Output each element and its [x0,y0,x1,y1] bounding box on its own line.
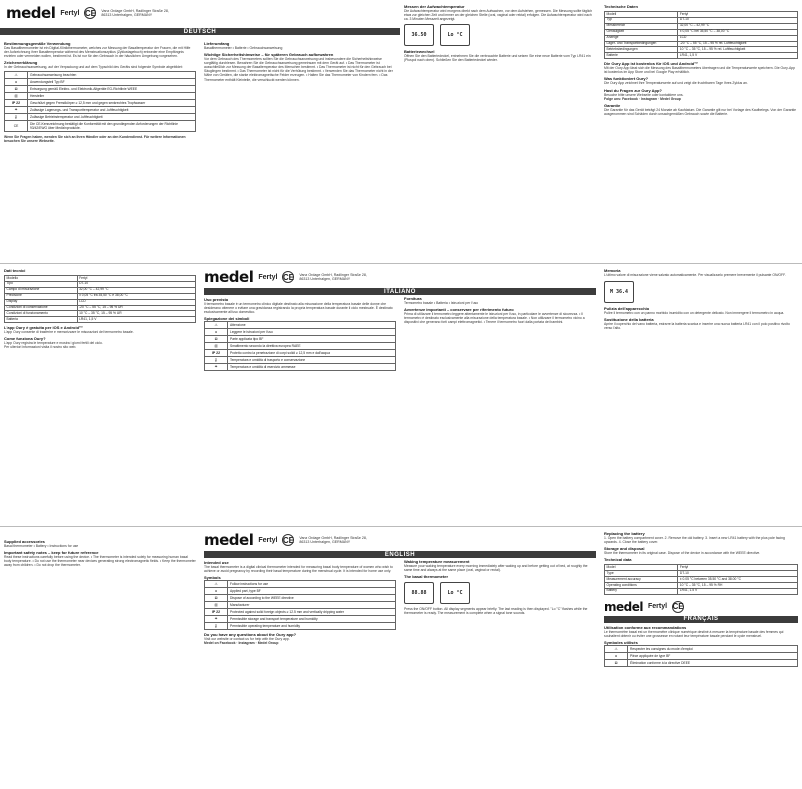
en-thermo-text: Press the ON/OFF button. All display segments appear briefly. The last reading is then displayed. "Lo °C" flashes while the thermometer is ready. The measurement is complete when a signal tone sounds. [404,607,588,616]
symbol-description: Protetto contro la penetrazione di corpi solidi ≥ 12,5 mm e dall'acqua [228,350,396,357]
ce-mark-icon: CE [282,535,294,545]
symbol-row [5,72,196,79]
fr-symbol-table [604,645,798,667]
symbol-row [5,114,196,121]
symbol-row [205,623,396,630]
it-delivery-title: Fornitura [404,296,422,301]
symbol-icon: IP 22 [5,100,28,107]
en-storage-title: Storage and disposal [604,546,645,552]
spec-row [605,53,798,59]
it-column-1 [0,264,200,526]
spec-value: -20 °C – 55 °C, 15 – 95 % UR [77,305,195,311]
it-faq-text: L'app Oury registra le temperature e mostra i giorni fertili del ciclo. [4,341,103,346]
brand-logo: medel [604,599,643,614]
it-battery-text: Aprire il coperchio del vano batteria, estrarre la batteria scarica e inserire una nuova batteria LR41 con il polo positivo rivolto verso l'alto. [604,322,790,331]
symbol-row [205,588,396,595]
symbol-row [205,609,396,616]
symbol-description: Gebrauchsanweisung beachten [28,72,196,79]
spec-value: ± 0,05 °C tra 35,50 °C e 38,00 °C [77,293,195,299]
symbol-row [205,329,396,336]
symbol-description: Élimination conforme à la directive DEEE [628,660,798,667]
symbol-row [5,93,196,100]
symbol-icon: 🌡 [5,114,28,121]
spec-value: ± 0,05 °C bei 35,50 °C – 38,00 °C [678,29,798,35]
header-italian [204,266,396,288]
it-clean-text: Pulire il termometro con un panno morbido inumidito con un detergente delicato. Non immergere il termometro in acqua. [604,311,785,316]
thermometer-display-icon: Lo °C [440,582,470,604]
symbol-description: Anwendungsteil Typ BF [28,79,196,86]
spec-value: Fertyl [77,276,195,282]
en-thermo-title: The basal thermometer [404,574,449,580]
de-spec-table [604,11,798,59]
en-warn-text: Read these instructions carefully before using the device. • The thermometer is intended solely for measuring human basal body temperature. • Do not use the thermometer near devices generating strong electromagnetic fields. • Keep the thermometer away from children. • Do not drop the thermometer. [4,555,196,568]
en-social-links: Medel on Facebook · Instagram · Medel Group [204,641,279,646]
symbol-icon: ☂ [5,107,28,114]
it-spec-title: Dati tecnici [4,268,26,273]
spec-label: Messbereich [605,23,678,29]
en-intended-text: The basal thermometer is a digital clinical thermometer intended for measuring basal body temperature of women who wish to achieve or avoid pregnancy by recording their basal temperature during the menstrual cycle. It is intended for home use only. [204,565,393,574]
symbol-description: Parte applicata tipo BF [228,336,396,343]
de-column-3 [400,0,600,262]
spec-label: Tipo [5,281,78,287]
spec-value: ± 0.05 °C between 35.50 °C and 38.00 °C [678,577,798,583]
symbol-row [205,364,396,371]
manufacturer-address: Vanz Ordage GmbH, Radlinger Straße 28, 86313 Unterhalgen, GERMANY [101,9,169,17]
symbol-icon: ⚠ [205,581,228,588]
symbol-description: Attenzione [228,322,396,329]
spec-label: Anzeige [605,35,678,41]
spec-value: Fertyl [678,12,798,18]
symbol-row [605,646,798,653]
manufacturer-address: Vanz Ordage GmbH, Radlinger Straße 28, 86313 Unterhalgen, GERMANY [299,536,367,544]
spec-value: LCD [678,35,798,41]
symbol-row [605,660,798,667]
spec-row [5,317,196,323]
en-battery-text: 1. Open the battery compartment cover. 2. Remove the old battery. 3. Insert a new LR41 battery with the plus pole facing upwards. 4. Close the battery cover. [604,536,785,545]
it-clean-title: Pulizia dell'apparecchio [604,306,650,312]
it-column-3 [400,264,600,526]
de-title-intended-use: Bestimmungsgemäße Verwendung [4,41,71,46]
spec-value: -20 °C – 55 °C, 15 – 95 % rel. Luftfeuchtigkeit [678,41,798,47]
symbol-icon: ⊠ [205,336,228,343]
symbol-description: Applied part, type BF [228,588,396,595]
de-measure-title: Messen der Aufwachtemperatur [404,4,465,9]
de-delivery-text: Basalthermometer • Batterie • Gebrauchsanweisung [204,46,283,50]
de-app-title: Die Oury App ist kostenlos für iOS und Android™ [604,61,699,67]
symbol-icon: ☂ [205,616,228,623]
symbol-description: Entsorgung gemäß Elektro- und Elektronik-Altgeräte EG-Richtlinie WEEE [28,86,196,93]
symbol-row [5,121,196,132]
spec-label: Display [5,299,78,305]
header-french [604,598,798,616]
symbol-icon: ⧈ [605,653,628,660]
symbol-icon: ⚠ [5,72,28,79]
symbol-row [205,336,396,343]
symbol-row [5,79,196,86]
spec-value: DT-10 [678,571,798,577]
symbol-row [205,322,396,329]
it-intended-text: Il termometro basale è un termometro clinico digitale destinato alla misurazione della temperatura basale delle donne che desiderano ottenere o evitare una gravidanza registrando la propria temperatura basale durante il ciclo mestruale. È destinato esclusivamente all'uso domestico. [204,302,393,315]
en-measure-title: Waking temperature measurement [404,559,470,564]
symbol-icon: IP 22 [205,609,228,616]
spec-value: 10 °C – 35 °C, 15 – 95 % rel. Luftfeuchtigkeit [678,47,798,53]
sheet-row-italian [0,263,802,526]
symbol-icon: ⧈ [205,329,228,336]
en-delivery-title: Supplied accessories [4,539,45,544]
spec-value: DT-10 [77,281,195,287]
thermometer-display-icon: M 36.4 [604,281,634,303]
it-app-title: L'app Oury è gratuita per iOS e Android™ [4,325,84,331]
brand-logo: medel [6,4,56,22]
symbol-description: Hersteller [28,93,196,100]
en-sym-title: Symbols [204,575,221,581]
spec-label: Operating conditions [605,583,678,589]
symbol-row [205,616,396,623]
symbol-icon: ▥ [205,343,228,350]
en-symbol-table [204,580,396,630]
symbol-icon: ⊠ [605,660,628,667]
it-warn-title: Avvertenze importanti – conservare per riferimento futuro [404,307,514,313]
thermometer-display-icon: 36.50 [404,24,434,46]
en-measure-text: Measure your waking temperature every morning immediately after waking up and before getting out of bed, at roughly the same time and always at the same place (oral, vaginal or rectal). [404,564,588,573]
it-faq-title: Come funziona Oury? [4,336,46,342]
en-battery-title: Replacing the battery [604,531,645,536]
symbol-description: Permissible storage and transport temperature and humidity [228,616,396,623]
symbol-description: Temperatura e umidità di trasporto e conservazione [228,357,396,364]
symbol-icon: ⊠ [205,595,228,602]
ce-mark-icon: CE [282,272,294,282]
de-help-text: Besuche bitte unsere Webseite oder kontaktiere uns. [604,92,684,97]
symbol-icon: ⚠ [205,322,228,329]
en-column-2 [200,527,416,789]
symbol-row [5,86,196,93]
symbol-icon: IP 22 [205,350,228,357]
spec-label: Model [605,565,678,571]
symbol-description: Geschützt gegen Fremdkörper ≥ 12,5 mm und gegen senkrechtes Tropfwasser [28,100,196,107]
symbol-icon: ▥ [205,602,228,609]
symbol-description: Protected against solid foreign objects ≥ 12.5 mm and vertically dripping water [228,609,396,616]
language-bar-it: ITALIANO [204,288,596,295]
spec-label: Measurement accuracy [605,577,678,583]
de-column-1 [0,37,200,262]
symbol-description: Pièce appliquée de type BF [628,653,798,660]
spec-value: DT-10 [678,17,798,23]
symbol-icon: CE [5,121,28,132]
sheet-row-german [0,0,802,262]
de-social-links: Folge uns: Facebook · Instagram · Medel Group [604,96,681,101]
fr-intended-title: Utilisation conforme aux recommandations [604,624,687,630]
symbol-row [5,107,196,114]
symbol-description: Manufacturer [228,602,396,609]
spec-value: 10 °C – 35 °C, 15 – 95 % UR [77,311,195,317]
it-memory-title: Memoria [604,268,621,273]
spec-label: Condizioni di funzionamento [5,311,78,317]
de-intended-use-text: Das Basalthermometer ist ein Digital-Klinikthermometer, welches zur Messung der Basaltemperatur der Frauen, die mit Hilfe der Aufzeichnung ihrer Basaltemperatur während des Menstruationszyklus (Zyklustagebuch) entweder eine Empfängnis erzielen oder vermeiden wollen, bestimmt ist. Es ist nur für den Gebrauch in der häuslichen Umgebung vorgesehen. [4,46,191,59]
de-help-title: Hast du Fragen zur Oury App? [604,87,662,93]
model-name: Fertyl [647,603,668,611]
en-app-title: Do you have any questions about the Oury app? [204,632,297,638]
header-english [204,529,396,551]
en-spec-title: Technical data [604,557,632,563]
spec-label: Precisione [5,293,78,299]
de-gloss-text: In der Gebrauchsanweisung, auf der Verpackung und auf dem Typschild des Geräts sind folgende Symbole abgebildet: [4,65,183,70]
it-memory-text: L'ultimo valore di misurazione viene salvato automaticamente. Per visualizzarlo premere brevemente il pulsante ON/OFF. [604,273,786,277]
de-warn-text: Vor dem Gebrauch des Thermometers sollten Sie die Gebrauchsanweisung und insbesondere die Sicherheitshinweise sorgfältig durchlesen. Bewahren Sie die Gebrauchsanweisung gemeinsam mit dem Gerät auf. • Das Thermometer ist ausschließlich zur Messung der Basaltemperatur des Menschen bestimmt. • Das Thermometer ist nicht für den Gebrauch bei Säuglingen bestimmt. • Das Thermometer ist nicht für die Verhütung bestimmt. • Verwenden Sie das Thermometer nicht in der Nähe von Geräten, die starke elektromagnetische Felder erzeugen. • Halten Sie das Thermometer von Kindern fern. • Das Thermometer enthält Kleinteile, die verschluckt werden können. [204,57,393,82]
de-measure-text: Die Aufwachtemperatur wird morgens direkt nach dem Aufwachen, vor dem Aufstehen, gemessen. Die Messung sollte täglich etwa zur gleichen Zeit und immer an der gleichen Stelle (oral, vaginal oder rektal) erfolgen. Die Aufwachtemperatur wird nach ca. 3 Minuten Messzeit angezeigt. [404,9,593,22]
symbol-description: Leggere le istruzioni per l'uso [228,329,396,336]
symbol-description: Zulässige Lagerungs- und Transporttemperatur und -luftfeuchtigkeit [28,107,196,114]
language-bar-en: ENGLISH [204,551,596,558]
symbol-icon: ☂ [205,364,228,371]
de-column-2 [200,37,400,262]
de-closing-text: Wenn Sie Fragen haben, wenden Sie sich an Ihren Händler oder an den Kundendienst. Für weitere Informationen besuchen Sie unsere Webseite. [4,135,186,144]
spec-value: LR41, 1.5 V [678,588,798,594]
en-spec-table [604,564,798,595]
spec-value: LR41, 1,5 V [77,317,195,323]
en-column-3 [400,527,600,789]
de-column-4 [600,0,802,262]
brand-logo: medel [204,531,254,549]
symbol-row [605,653,798,660]
brand-logo: medel [204,268,254,286]
ce-mark-icon: CE [84,8,96,18]
spec-label: Typ [605,17,678,23]
symbol-row [5,100,196,107]
spec-label: Condizioni di conservazione [5,305,78,311]
spec-label: Campo di misurazione [5,287,78,293]
de-faq-title: Was funktioniert Oury? [604,76,649,82]
fr-sym-title: Symboles utilisés [604,640,638,645]
de-battery-title: Batteriewechsel [404,49,435,55]
it-device-illustration [604,280,798,303]
de-faq-text: Die Oury App zeichnet Ihre Temperaturwerte auf und zeigt die fruchtbaren Tage Ihres Zyklus an. [604,81,748,86]
spec-label: Modell [605,12,678,18]
symbol-row [205,343,396,350]
de-warranty-title: Garantie [604,102,621,108]
symbol-icon: ⊠ [5,86,28,93]
symbol-description: Die CE-Kennzeichnung bestätigt die Konformität mit den grundlegenden Anforderungen der Richtlinie 93/42/EWG über Medizinprodukte. [28,121,196,132]
fr-intended-text: Le thermomètre basal est un thermomètre clinique numérique destiné à mesurer la température basale des femmes qui souhaitent obtenir ou éviter une grossesse en notant leur température basale pendant le cycle menstruel. [604,629,784,638]
en-intended-title: Intended use [204,560,229,565]
symbol-icon: 🌡 [205,357,228,364]
symbol-row [205,350,396,357]
it-warn-text: Prima di utilizzare il termometro leggere attentamente le istruzioni per l'uso, in particolare le avvertenze di sicurezza. • Il termometro è destinato esclusivamente alla misurazione della temperatura basale. • Non utilizzare il termometro vicino a dispositivi che generano forti campi elettromagnetici. • Tenere il termometro fuori dalla portata dei bambini. [404,312,585,325]
spec-label: Modello [5,276,78,282]
en-device-illustrations [404,582,596,604]
spec-value: LCD [77,299,195,305]
symbol-description: Respecter les consignes du mode d'emploi [628,646,798,653]
thermometer-display-icon: 88.88 [404,582,434,604]
symbol-row [205,581,396,588]
spec-value: 32,00 °C – 42,99 °C [678,23,798,29]
spec-value: Fertyl [678,565,798,571]
symbol-row [205,357,396,364]
spec-value: 32,00 °C – 42,99 °C [77,287,195,293]
de-battery-text: Öffnen Sie den Batteriedeckel, entnehmen Sie die verbrauchte Batterie und setzen Sie eine neue Batterie vom Typ LR41 ein (Pluspol nach oben). Schließen Sie den Batteriedeckel wieder. [404,54,591,63]
header-german [6,0,406,26]
de-delivery-title: Lieferumfang [204,41,230,46]
ce-mark-icon: CE [672,602,684,612]
en-app-text: Visit our website or contact us for help with the Oury app. [204,637,290,642]
manufacturer-address: Vanz Ordage GmbH, Radlinger Straße 28, 86313 Unterhalgen, GERMANY [299,273,367,281]
de-warranty-text: Die Garantie für das Gerät beträgt 24 Monate ab Kaufdatum. Die Garantie gilt nur bei Vorlage des Kaufbelegs. Von der Garantie ausgenommen sind Schäden durch unsachgemäßen Gebrauch sowie die Batterie. [604,107,797,116]
symbol-description: Temperatura e umidità di esercizio ammesse [228,364,396,371]
symbol-description: Permissible operating temperature and humidity [228,623,396,630]
spec-label: Batterie [605,53,678,59]
spec-label: Betriebsbedingungen [605,47,678,53]
symbol-row [205,602,396,609]
en-storage-text: Store the thermometer in its original case. Dispose of the device in accordance with the WEEE directive. [604,551,761,556]
it-column-4 [600,264,802,526]
symbol-description: Follow instructions for use [228,581,396,588]
it-battery-title: Sostituzione della batteria [604,317,654,323]
symbol-description: Zulässige Betriebstemperatur und -luftfeuchtigkeit [28,114,196,121]
it-delivery-text: Termometro basale • Batteria • Istruzioni per l'uso [404,301,479,305]
de-warn-title: Wichtige Sicherheitshinweise – für späteren Gebrauch aufbewahren [204,52,334,58]
symbol-icon: ⧈ [5,79,28,86]
spec-label: Type [605,571,678,577]
model-name: Fertyl [258,536,278,544]
spec-value: 10 °C – 35 °C, 15 – 95 % RH [678,583,798,589]
it-app-text: L'app Oury consente di trasferire e memorizzare le misurazioni del termometro basale. [4,330,134,335]
de-app-text: Mit der Oury App lässt sich die Messung des Basalthermometers übertragen und die Temperaturwerte speichern. Die Oury-App ist kostenlos im App Store und bei Google Play erhältlich. [604,66,796,75]
symbol-icon: ⧈ [205,588,228,595]
en-column-4 [600,527,802,789]
symbol-description: Smaltimento secondo la direttiva europea RAEE [228,343,396,350]
spec-label: Lager- und Transportbedingungen [605,41,678,47]
spec-value: LR41, 1,5 V [678,53,798,59]
it-intended-title: Uso previsto [204,297,229,302]
model-name: Fertyl [258,273,278,281]
sheet-row-english [0,526,802,789]
en-column-1 [0,527,200,789]
de-device-illustrations [404,24,596,46]
symbol-row [205,595,396,602]
language-bar-de: DEUTSCH [0,28,400,35]
spec-row [605,588,798,594]
it-sym-title: Spiegazione dei simboli [204,316,250,322]
de-gloss-title: Zeichenerklärung [4,60,38,66]
thermometer-display-icon: Lo °C [440,24,470,46]
it-closing-text: Per ulteriori informazioni visita il nostro sito web. [4,345,77,350]
symbol-description: Dispose of according to the WEEE directive [228,595,396,602]
en-warn-title: Important safety notes – keep for future reference [4,550,99,556]
symbol-icon: 🌡 [205,623,228,630]
spec-label: Genauigkeit [605,29,678,35]
spec-label: Batteria [5,317,78,323]
symbol-icon: ▥ [5,93,28,100]
model-name: Fertyl [60,9,80,17]
en-delivery-text: Basal thermometer • Battery • Instructions for use [4,544,79,548]
de-spec-title: Technische Daten [604,4,638,9]
language-bar-fr: FRANÇAIS [604,616,798,623]
symbol-icon: ⚠ [605,646,628,653]
it-spec-table [4,275,196,323]
it-symbol-table [204,321,396,371]
de-symbol-table [4,71,196,132]
spec-label: Battery [605,588,678,594]
